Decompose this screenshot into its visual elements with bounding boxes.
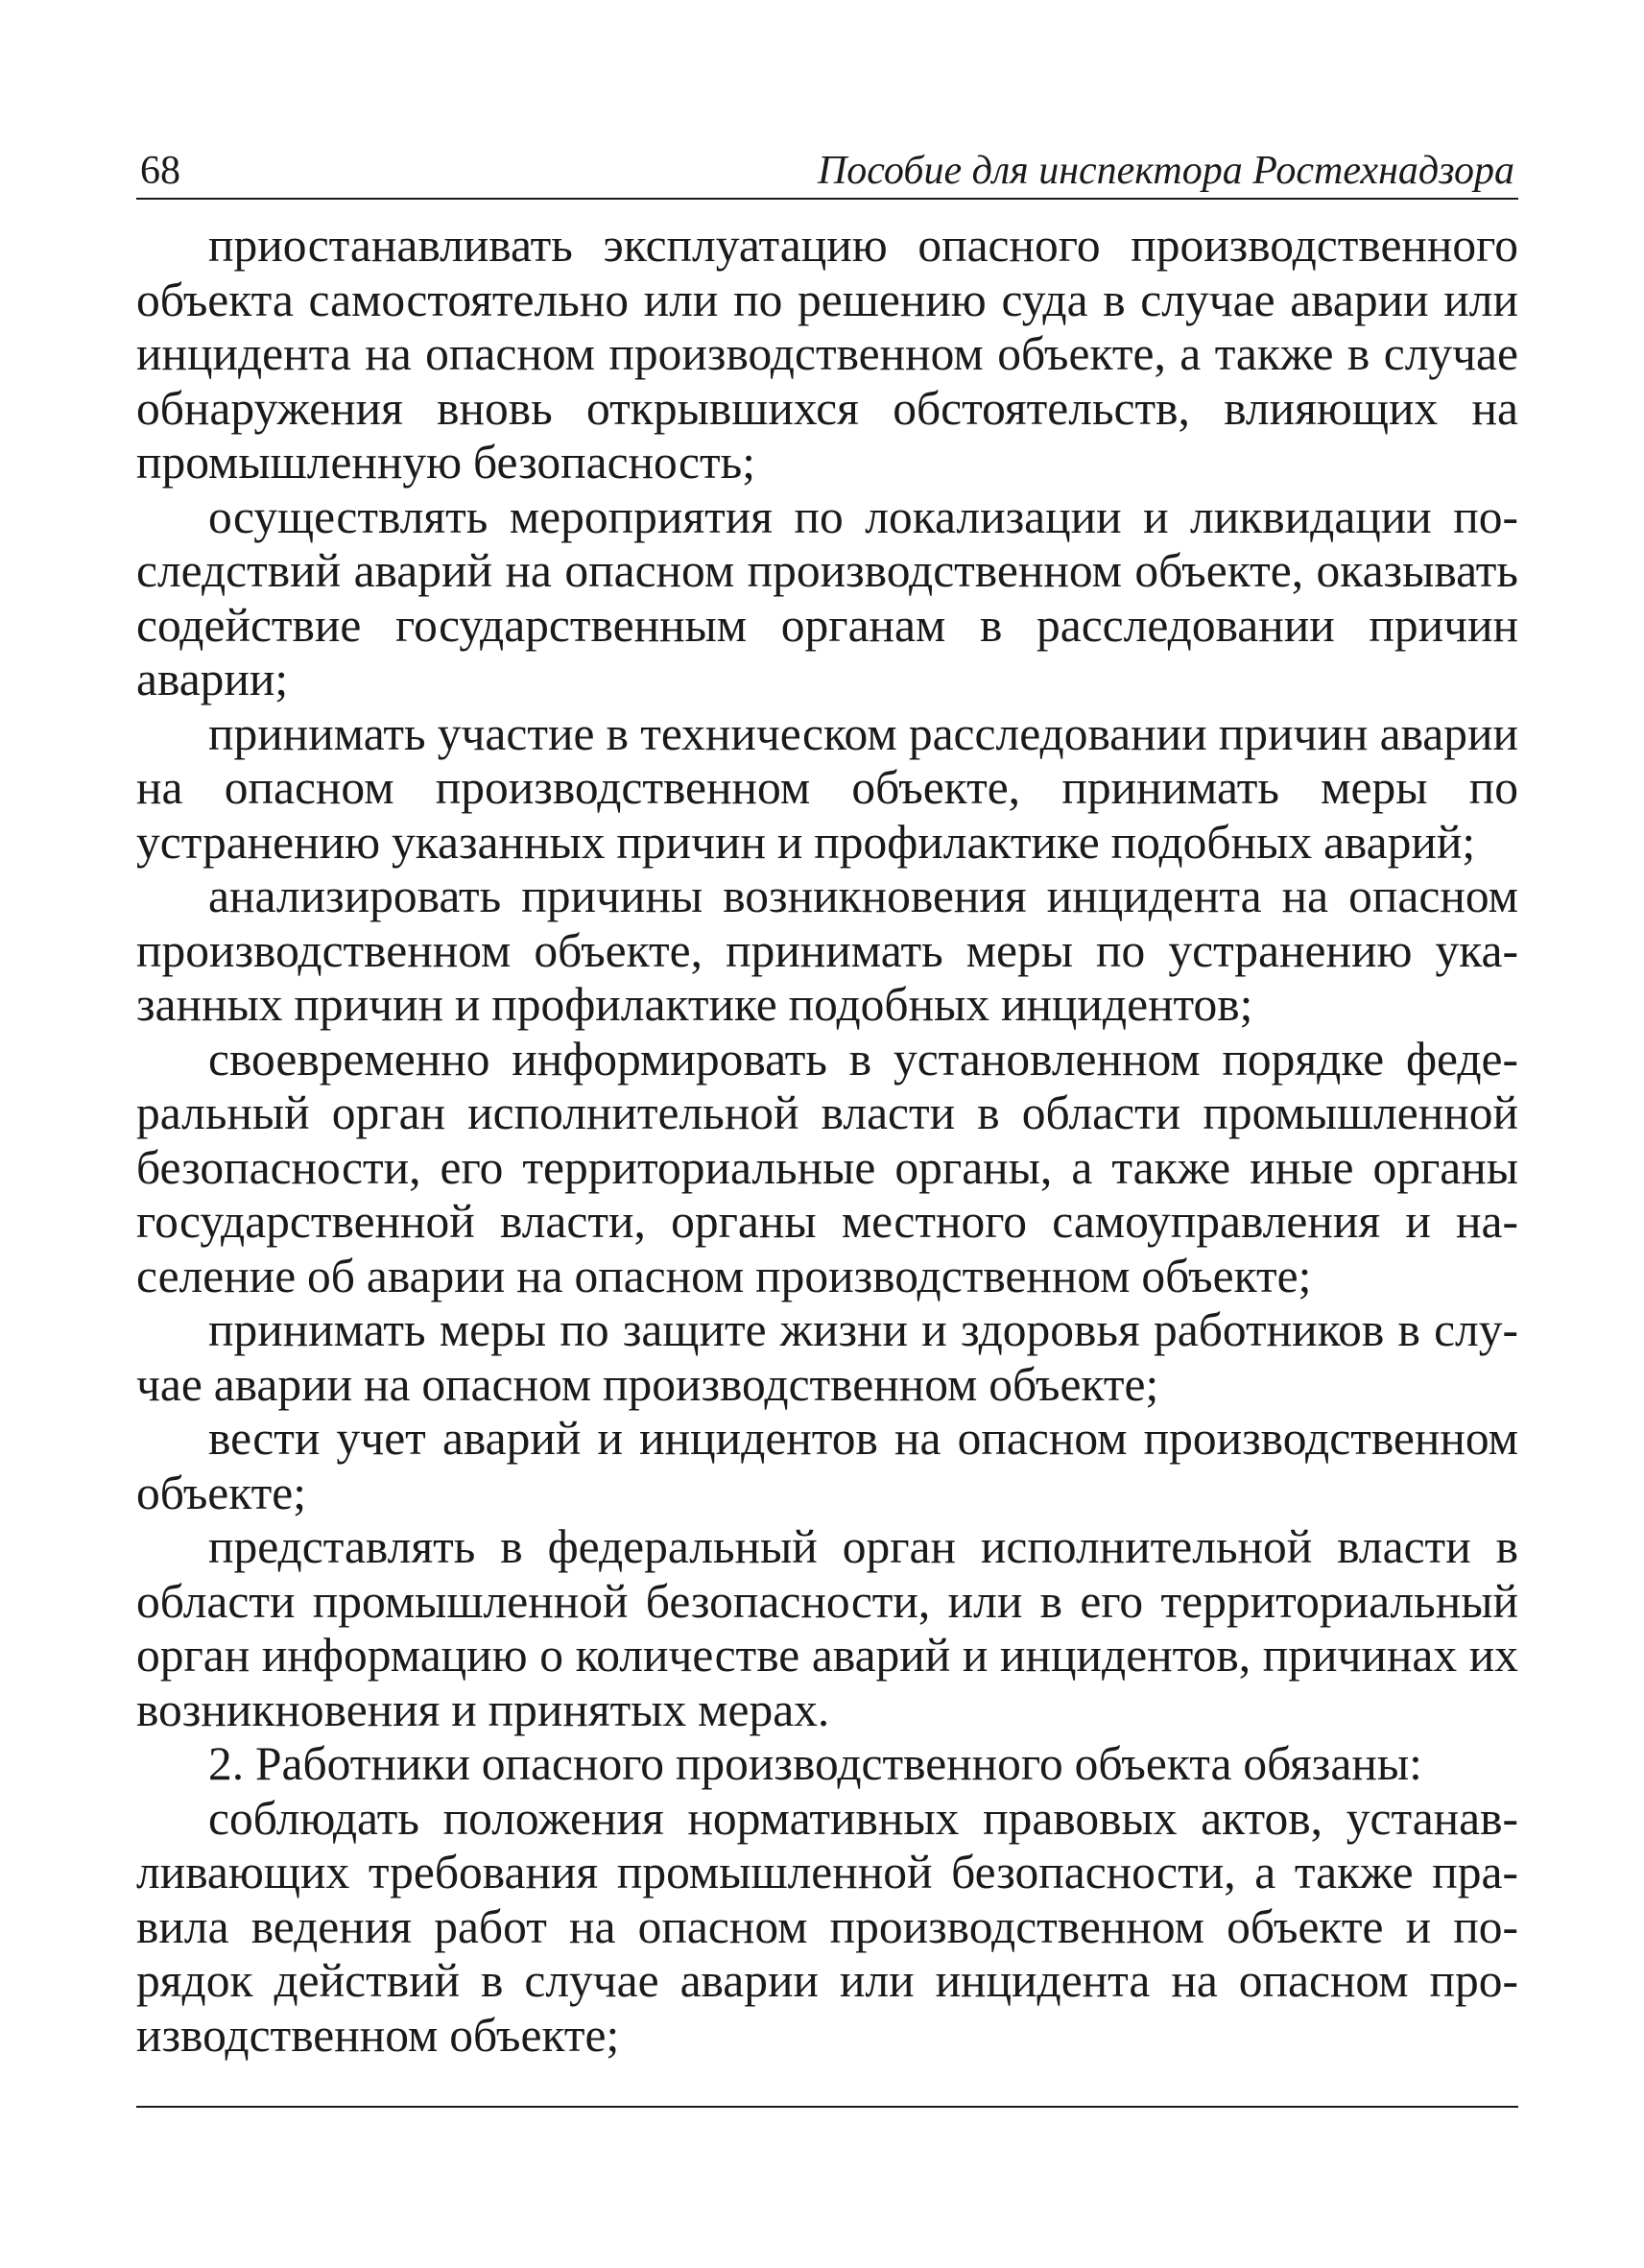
running-header — [136, 144, 1516, 198]
paragraph-suspend-operation: приостанавливать эксплуатацию опасного производственного объекта самостоятельно или по решению суда в случае аварии или инцидента на опасном производственном объекте, а также в случае обнаружения вновь открывшихся обстоятельств, влияющих на промышленную безопасность; — [136, 219, 1518, 489]
body-text — [136, 219, 1518, 2063]
paragraph-analyze-incidents: анализировать причины возникновения инцидента на опасном производственном объекте, принимать меры по устранению указанных причин и профилактике подобных инцидентов; — [136, 870, 1518, 1031]
paragraph-inform-authorities: своевременно информировать в установленном порядке федеральный орган исполнительной власти в области промышленной безопасности, его территориальные органы, а также иные органы государственной власти, органы местного самоуправления и население об аварии на опасном производственном объекте; — [136, 1032, 1518, 1302]
running-title: Пособие для инспектора Ростехнадзора — [817, 149, 1514, 193]
paragraph-technical-investigation: принимать участие в техническом расследовании причин аварии на опасном производственном объекте, принимать меры по устранению указанных причин и профилактике подобных аварий; — [136, 706, 1518, 869]
footer-divider — [136, 2106, 1518, 2108]
header-divider — [136, 198, 1518, 200]
paragraph-localize-consequences: осуществлять мероприятия по локализации и ликвидации последствий аварий на опасном производственном объекте, оказывать содействие государственным органам в расследовании причин аварии; — [136, 489, 1518, 705]
paragraph-protect-workers: принимать меры по защите жизни и здоровья работников в случае аварии на опасном производственном объекте; — [136, 1303, 1518, 1411]
paragraph-record-accidents: вести учет аварий и инцидентов на опасном производственном объекте; — [136, 1412, 1518, 1519]
paragraph-workers-obliged: 2. Работники опасного производственного объекта обязаны: — [208, 1737, 1422, 1790]
paragraph-comply-regulations: соблюдать положения нормативных правовых актов, устанавливающих требования промышленной безопасности, а также правила ведения работ на опасном производственном объекте и порядок действий в случае аварии или инцидента на опасном производственном объекте; — [136, 1791, 1518, 2062]
page-number: 68 — [140, 149, 180, 193]
paragraph-report-information: представлять в федеральный орган исполнительной власти в области промышленной безопасности, или в его территориальный орган информацию о количестве аварий и инцидентов, причинах их возникновения и принятых мерах. — [136, 1520, 1518, 1736]
